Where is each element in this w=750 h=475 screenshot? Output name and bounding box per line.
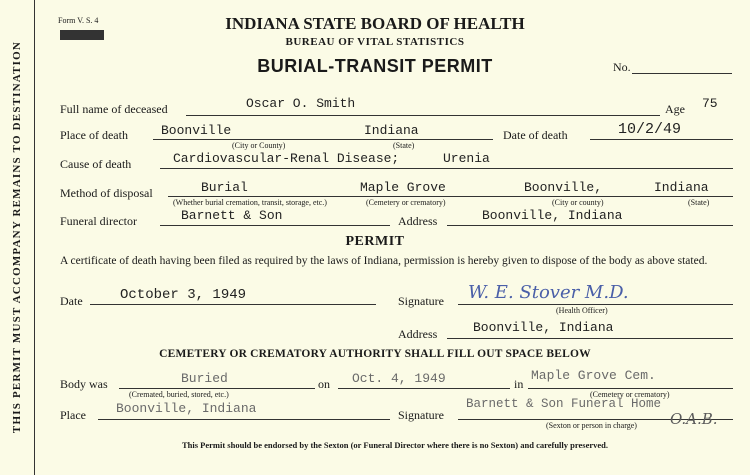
cemetery-heading: CEMETERY OR CREMATORY AUTHORITY SHALL FILL OUT SPACE BELOW bbox=[159, 348, 591, 360]
city-caption: (City or county) bbox=[552, 198, 604, 207]
body-was-label: Body was bbox=[60, 377, 108, 391]
agency-title: INDIANA STATE BOARD OF HEALTH bbox=[225, 14, 525, 33]
burial-cemetery: Maple Grove Cem. bbox=[531, 368, 656, 383]
cause-line bbox=[160, 168, 733, 169]
on-line bbox=[338, 388, 510, 389]
cemetery-value: Maple Grove bbox=[360, 180, 446, 195]
address-label: Address bbox=[398, 214, 438, 228]
page-title: BURIAL-TRANSIT PERMIT bbox=[257, 56, 493, 76]
director-line bbox=[160, 225, 390, 226]
place-line bbox=[153, 139, 493, 140]
state-caption: (State) bbox=[393, 141, 415, 150]
date-label: Date bbox=[60, 294, 83, 308]
place-of-death-label: Place of death bbox=[60, 128, 128, 142]
form-number: Form V. S. 4 bbox=[58, 16, 99, 25]
address-line bbox=[447, 225, 733, 226]
address-line-2 bbox=[447, 338, 733, 339]
permit-heading: PERMIT bbox=[345, 234, 405, 249]
dod-line bbox=[590, 139, 733, 140]
footer-note: This Permit should be endorsed by the Sexton (or Funeral Director where there is no Sexton) and carefully preserved. bbox=[181, 440, 608, 450]
full-name-label: Full name of deceased bbox=[60, 102, 168, 116]
funeral-director-label: Funeral director bbox=[60, 214, 137, 228]
date-line bbox=[90, 304, 376, 305]
body-caption: (Cremated, buried, stored, etc.) bbox=[129, 390, 229, 399]
director-address: Boonville, Indiana bbox=[482, 208, 623, 223]
method-state: Indiana bbox=[654, 180, 709, 195]
death-state: Indiana bbox=[364, 123, 419, 138]
side-notice: THIS PERMIT MUST ACCOMPANY REMAINS TO DESTINATION bbox=[11, 40, 23, 434]
signature-label: Signature bbox=[398, 294, 444, 308]
method-caption: (Whether burial cremation, transit, storage, etc.) bbox=[173, 198, 327, 207]
health-address: Boonville, Indiana bbox=[473, 320, 614, 335]
method-line bbox=[168, 196, 733, 197]
permit-date: October 3, 1949 bbox=[120, 287, 247, 303]
burial-place: Boonville, Indiana bbox=[116, 401, 257, 416]
age-value: 75 bbox=[702, 96, 718, 111]
health-officer-caption: (Health Officer) bbox=[556, 306, 608, 315]
sexton-caption: (Sexton or person in charge) bbox=[546, 421, 637, 430]
date-of-death-label: Date of death bbox=[503, 128, 568, 142]
method-label: Method of disposal bbox=[60, 186, 153, 200]
burial-date: Oct. 4, 1949 bbox=[352, 371, 446, 386]
place-label: Place bbox=[60, 408, 86, 422]
city-county-caption: (City or County) bbox=[232, 141, 286, 150]
address-label-2: Address bbox=[398, 327, 438, 341]
deceased-name: Oscar O. Smith bbox=[246, 96, 356, 111]
method-value: Burial bbox=[201, 180, 248, 195]
sexton-signature: Barnett & Son Funeral Home bbox=[466, 397, 662, 411]
age-label: Age bbox=[665, 102, 685, 116]
funeral-director-value: Barnett & Son bbox=[181, 208, 283, 223]
health-officer-signature: W. E. Stover M.D. bbox=[468, 282, 629, 303]
body-status: Buried bbox=[181, 371, 228, 386]
cause-label: Cause of death bbox=[60, 157, 132, 171]
date-of-death-value: 10/2/49 bbox=[618, 121, 682, 138]
method-city: Boonville, bbox=[524, 180, 603, 195]
signature-line bbox=[458, 304, 733, 305]
no-label: No. bbox=[613, 60, 631, 74]
state-caption-2: (State) bbox=[688, 198, 710, 207]
body-line bbox=[119, 388, 315, 389]
cemetery-caption-2: (Cemetery or crematory) bbox=[590, 390, 670, 399]
place-line-2 bbox=[98, 419, 390, 420]
cemetery-caption: (Cemetery or crematory) bbox=[366, 198, 446, 207]
in-line bbox=[528, 388, 733, 389]
on-label: on bbox=[318, 377, 330, 391]
cause-value-2: Urenia bbox=[443, 151, 490, 166]
bureau-title: BUREAU OF VITAL STATISTICS bbox=[285, 36, 465, 48]
no-line bbox=[632, 73, 732, 74]
name-line bbox=[186, 115, 660, 116]
signature-label-2: Signature bbox=[398, 408, 444, 422]
initials-signature: O.A.B. bbox=[670, 410, 718, 428]
in-label: in bbox=[514, 377, 524, 391]
death-city: Boonville bbox=[161, 123, 232, 138]
cause-value: Cardiovascular-Renal Disease; bbox=[173, 151, 400, 166]
permit-statement: A certificate of death having been filed as required by the laws of Indiana, permission is hereby given to dispose of the body as above stated. bbox=[60, 255, 708, 267]
